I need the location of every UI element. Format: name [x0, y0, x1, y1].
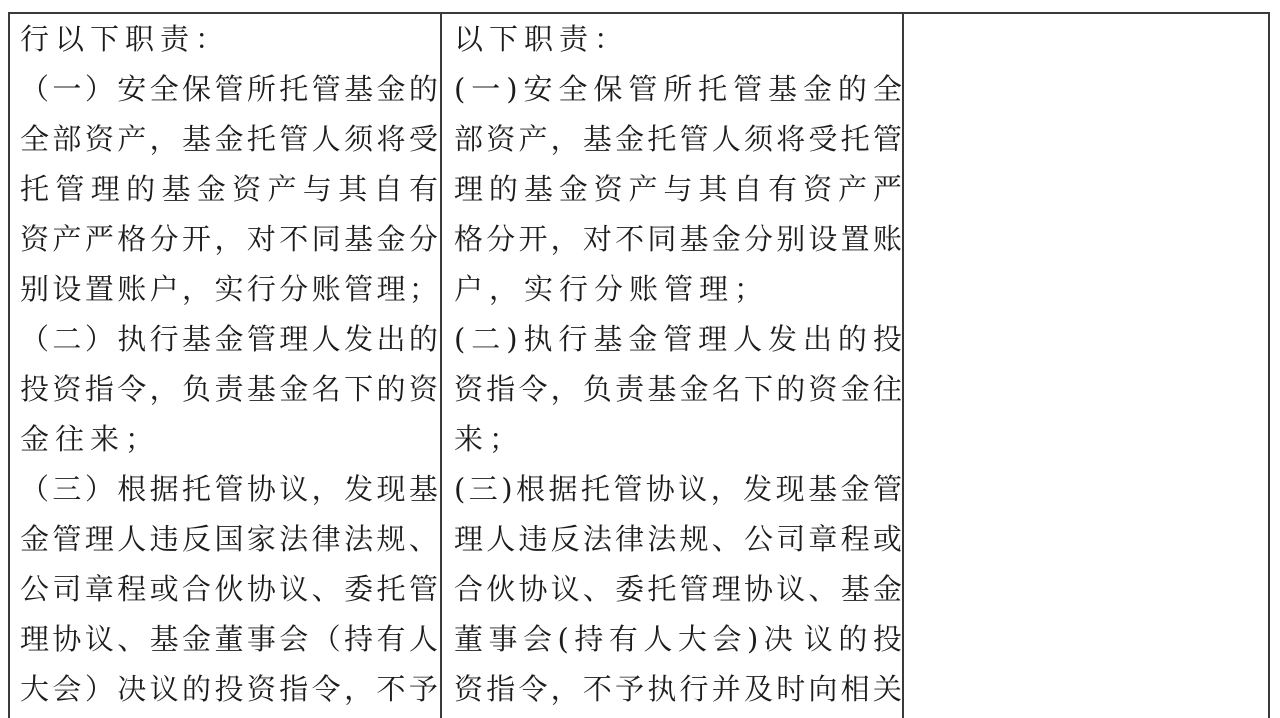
table-left-border — [8, 12, 10, 718]
text-line: 格 分 开 ， 对 不 同 基 金 分 别 设 置 账 — [454, 222, 902, 256]
text-line: 部 资 产 ， 基 金 托 管 人 须 将 受 托 管 — [454, 122, 902, 156]
text-line: 董 事 会 ( 持 有 人 大 会 ) 决 议 的 投 — [454, 622, 902, 656]
text-line: ( 二 ) 执 行 基 金 管 理 人 发 出 的 投 — [454, 322, 902, 356]
text-line: 大 会 ） 决 议 的 投 资 指 令 ， 不 予 — [20, 672, 438, 706]
column-divider-2 — [902, 12, 904, 718]
text-line: （ 一 ） 安 全 保 管 所 托 管 基 金 的 — [20, 72, 438, 106]
text-line: 理 人 违 反 法 律 法 规 、 公 司 章 程 或 — [454, 522, 902, 556]
text-line: 公 司 章 程 或 合 伙 协 议 、 委 托 管 — [20, 572, 438, 606]
text-line: 理 协 议 、 基 金 董 事 会 （ 持 有 人 — [20, 622, 438, 656]
text-line: 资 指 令 ， 负 责 基 金 名 下 的 资 金 往 — [454, 372, 902, 406]
text-line: 户，实行分账管理； — [454, 272, 770, 306]
text-line: 别 设 置 账 户 ， 实 行 分 账 管 理 ； — [20, 272, 438, 306]
text-line: 投 资 指 令 ， 负 责 基 金 名 下 的 资 — [20, 372, 438, 406]
table-cell-remarks — [906, 14, 1270, 718]
text-line: 托 管 理 的 基 金 资 产 与 其 自 有 — [20, 172, 438, 206]
table-cell-revised-text — [446, 14, 902, 718]
text-line: （ 二 ） 执 行 基 金 管 理 人 发 出 的 — [20, 322, 438, 356]
text-line: 来； — [454, 422, 525, 456]
text-line: 资 产 严 格 分 开 ， 对 不 同 基 金 分 — [20, 222, 438, 256]
table-cell-original-text — [12, 14, 438, 718]
text-line: ( 一 ) 安 全 保 管 所 托 管 基 金 的 全 — [454, 72, 902, 106]
text-line: ( 三 ) 根 据 托 管 协 议 ， 发 现 基 金 管 — [454, 472, 902, 506]
text-line: （ 三 ） 根 据 托 管 协 议 ， 发 现 基 — [20, 472, 438, 506]
text-line: 理 的 基 金 资 产 与 其 自 有 资 产 严 — [454, 172, 902, 206]
text-line: 合 伙 协 议 、 委 托 管 理 协 议 、 基 金 — [454, 572, 902, 606]
column-divider-1 — [440, 12, 442, 718]
text-line: 金往来； — [20, 422, 161, 456]
text-line: 以下职责： — [454, 22, 630, 56]
text-line: 资 指 令 ， 不 予 执 行 并 及 时 向 相 关 — [454, 672, 902, 706]
text-line: 行以下职责： — [20, 22, 231, 56]
text-line: 全 部 资 产 ， 基 金 托 管 人 须 将 受 — [20, 122, 438, 156]
text-line: 金 管 理 人 违 反 国 家 法 律 法 规 、 — [20, 522, 438, 556]
